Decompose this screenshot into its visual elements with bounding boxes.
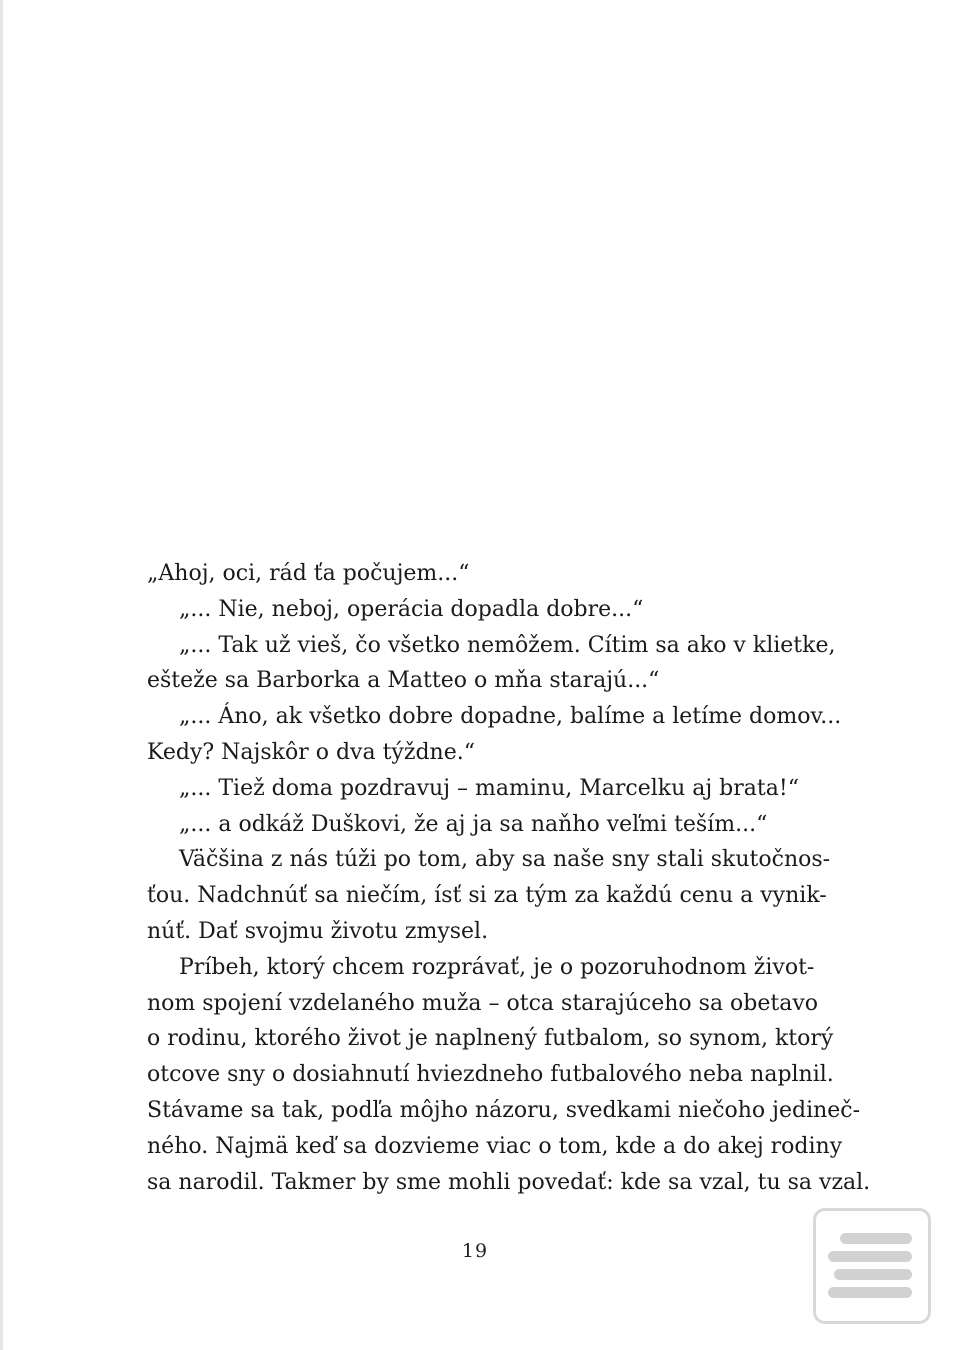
text-line: otcove sny o dosiahnutí hviezdneho futbalového neba naplnil. <box>147 1062 834 1088</box>
text-line: Kedy? Najskôr o dva týždne.“ <box>147 739 475 765</box>
text-line: „... Nie, neboj, operácia dopadla dobre...“ <box>179 596 644 622</box>
text-line: „Ahoj, oci, rád ťa počujem...“ <box>147 561 470 586</box>
text-line: núť. Dať svojmu životu zmysel. <box>147 918 489 944</box>
text-line: „... Tiež doma pozdravuj – maminu, Marcelku aj brata!“ <box>179 775 799 801</box>
page-edge <box>0 0 3 1350</box>
text-line: „... Tak už vieš, čo všetko nemôžem. Cítim sa ako v klietke, <box>179 632 836 658</box>
text-line: ešteže sa Barborka a Matteo o mňa starajú...“ <box>147 668 660 694</box>
text-line: „... Áno, ak všetko dobre dopadne, balíme a letíme domov... <box>179 704 842 730</box>
body-text <box>147 556 871 1200</box>
text-line: ťou. Nadchnúť sa niečím, ísť si za tým za každú cenu a vynik- <box>147 883 827 909</box>
text-line: „... a odkáž Duškovi, že aj ja sa naňho veľmi teším...“ <box>179 811 768 837</box>
text-line: sa narodil. Takmer by sme mohli povedať: kde sa vzal, tu sa vzal. <box>147 1169 871 1195</box>
text-line: Väčšina z nás túži po tom, aby sa naše sny stali skutočnos- <box>179 847 831 873</box>
text-line: nom spojení vzdelaného muža – otca starajúceho sa obetavo <box>147 990 819 1016</box>
text-line: Stávame sa tak, podľa môjho názoru, svedkami niečoho jedineč- <box>147 1097 861 1123</box>
text-line: Príbeh, ktorý chcem rozprávať, je o pozoruhodnom život- <box>179 954 815 980</box>
text-line: o rodinu, ktorého život je naplnený futbalom, so synom, ktorý <box>147 1026 834 1052</box>
page-number: 19 <box>461 1240 489 1262</box>
stacked-books-icon <box>813 1208 931 1324</box>
text-line: ného. Najmä keď sa dozvieme viac o tom, kde a do akej rodiny <box>147 1133 843 1159</box>
